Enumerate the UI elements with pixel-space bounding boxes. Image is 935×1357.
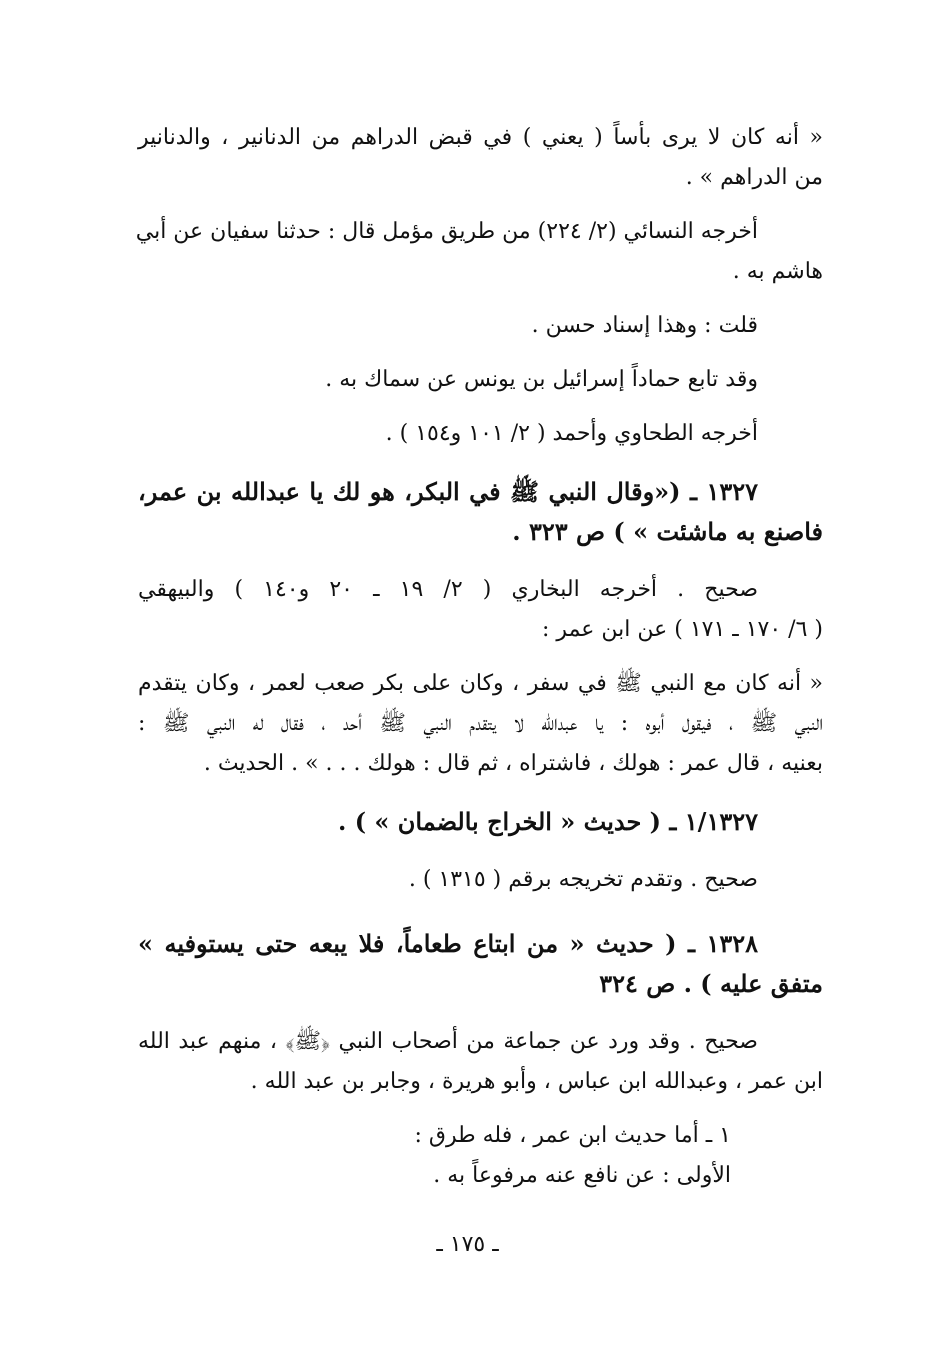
hadith-heading-1327: [138, 472, 823, 552]
text-line: فاصنع به ماشئت » ) ص ٣٢٣ .: [512, 517, 823, 546]
text-line: قلت : وهذا إسناد حسن .: [531, 313, 758, 338]
text-line: وقد تابع حماداً إسرائيل بن يونس عن سماك به .: [325, 367, 758, 392]
paragraph-quote-camel: [138, 664, 823, 784]
paragraph-isnad: [138, 306, 823, 346]
text-line: ١/١٣٢٧ ـ ( حديث « الخراج بالضمان » ) .: [338, 807, 758, 836]
text-line: الأولى : عن نافع عنه مرفوعاً به .: [433, 1163, 731, 1188]
page-number: ـ ١٧٥ ـ: [436, 1232, 499, 1257]
text-line: من الدراهم » .: [685, 165, 823, 190]
paragraph-bukhari: [138, 570, 823, 650]
text-line: صحيح . وتقدم تخريجه برقم ( ١٣١٥ ) .: [408, 867, 758, 892]
text-line: ( ٦/ ١٧٠ ـ ١٧١ ) عن ابن عمر :: [542, 617, 823, 642]
text-line: أخرجه الطحاوي وأحمد ( ٢/ ١٠١ و١٥٤ ) .: [385, 421, 758, 446]
text-line: هاشم به .: [732, 259, 823, 284]
text-line: النبي ﷺ ، فيقول أبوه : يا عبدالله لا يتقدم النبي ﷺ أحد ، فقال له النبي ﷺ :: [138, 711, 823, 736]
text-line: ١٣٢٧ ـ («وقال النبي ﷺ في البكر، هو لك يا عبدالله بن عمر،: [138, 477, 758, 506]
text-line: ١ ـ أما حديث ابن عمر ، فله طرق :: [414, 1123, 731, 1148]
paragraph-companions: [138, 1022, 823, 1102]
paragraph-nasai: [135, 212, 823, 292]
text-line: « أنه كان مع النبي ﷺ في سفر ، وكان على بكر صعب لعمر ، وكان يتقدم: [138, 671, 823, 696]
text-line: ابن عمر ، وعبدالله ابن عباس ، وأبو هريرة ، وجابر بن عبد الله .: [250, 1069, 823, 1094]
hadith-heading-1328: [138, 924, 823, 1004]
text-line: ١٣٢٨ ـ ( حديث « من ابتاع طعاماً، فلا يبعه حتى يستوفيه »: [138, 929, 758, 958]
text-line: متفق عليه ) . ص ٣٢٤: [599, 969, 823, 998]
paragraph-quote-dinars: [138, 118, 823, 198]
page-body: [135, 118, 823, 1196]
text-line: أخرجه النسائي (٢/ ٢٢٤) من طريق مؤمل قال : حدثنا سفيان عن أبي: [135, 219, 758, 244]
paragraph-first-route: [138, 1156, 823, 1196]
text-line: « أنه كان لا يرى بأساً ( يعني ) في قبض الدراهم من الدنانير ، والدنانير: [138, 125, 823, 150]
paragraph-tahawi: [138, 414, 823, 454]
paragraph-ibn-umar: [138, 1116, 823, 1156]
text-line: صحيح . وقد ورد عن جماعة من أصحاب النبي ﴿ﷺ﴾ ، منهم عبد الله: [138, 1029, 758, 1054]
hadith-heading-1327-1: [138, 802, 823, 842]
text-line: بعنيه ، قال عمر : هولك ، فاشتراه ، ثم قال : هولك . . . » . الحديث .: [203, 751, 823, 776]
text-line: صحيح . أخرجه البخاري ( ٢/ ١٩ ـ ٢٠ و١٤٠ ) والبيهقي: [138, 577, 758, 602]
paragraph-sahih-1315: [138, 860, 823, 900]
paragraph-follow-up: [138, 360, 823, 400]
